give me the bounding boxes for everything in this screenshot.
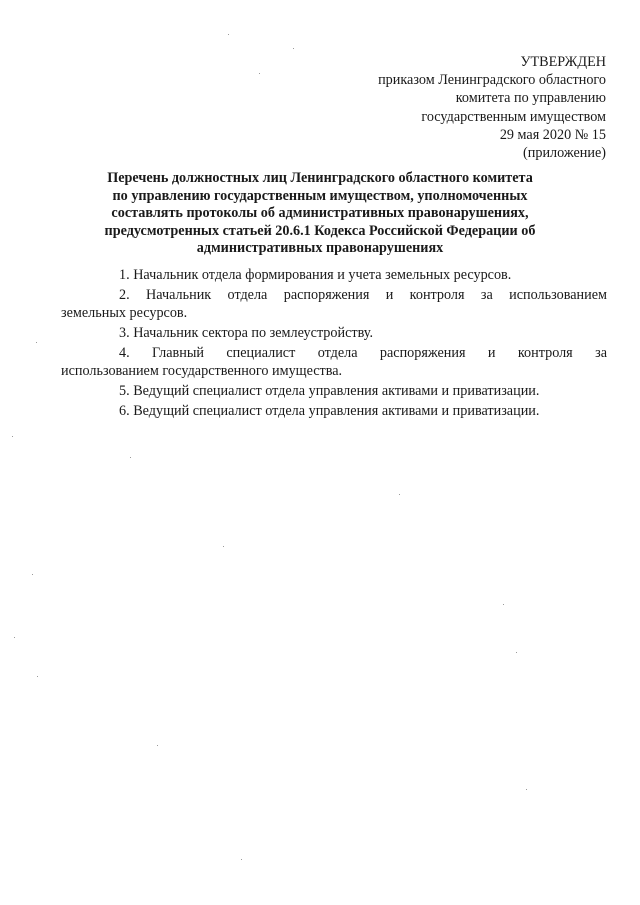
list-item-continuation: использованием государственного имущества. bbox=[61, 363, 343, 380]
scan-speck bbox=[516, 652, 517, 653]
scan-speck bbox=[241, 859, 242, 860]
scan-speck bbox=[293, 48, 294, 49]
list-item-text: 2. Начальник отдела распоряжения и контроля за использованием bbox=[119, 287, 607, 303]
scan-speck bbox=[526, 789, 527, 790]
list-item bbox=[61, 402, 607, 420]
title-line: административных правонарушениях bbox=[196, 240, 444, 257]
approval-appendix-note: (приложение) bbox=[523, 145, 606, 162]
scan-speck bbox=[157, 745, 158, 746]
list-item-text: 4. Главный специалист отдела распоряжения и контроля за bbox=[119, 345, 607, 362]
approval-order-line: приказом Ленинградского областного bbox=[378, 72, 606, 89]
list-item bbox=[61, 382, 607, 400]
document-title bbox=[86, 170, 554, 258]
approval-property-line: государственным имуществом bbox=[421, 108, 606, 125]
title-line: предусмотренных статьей 20.6.1 Кодекса Российской Федерации об bbox=[104, 222, 536, 239]
officials-list bbox=[61, 266, 607, 422]
list-item bbox=[61, 286, 607, 322]
list-item bbox=[61, 324, 607, 342]
title-line: по управлению государственным имуществом, уполномоченных bbox=[112, 187, 528, 204]
approval-committee-line: комитета по управлению bbox=[455, 90, 606, 107]
approval-heading: УТВЕРЖДЕН bbox=[520, 54, 606, 70]
scan-speck bbox=[399, 494, 400, 495]
list-item-continuation: земельных ресурсов. bbox=[61, 305, 188, 322]
list-item bbox=[61, 344, 607, 380]
list-item-text: 3. Начальник сектора по землеустройству. bbox=[119, 325, 374, 342]
scan-speck bbox=[259, 73, 260, 74]
scan-speck bbox=[12, 436, 13, 437]
title-line: Перечень должностных лиц Ленинградского областного комитета bbox=[107, 170, 533, 186]
scan-speck bbox=[14, 637, 15, 638]
scan-speck bbox=[37, 676, 38, 677]
approval-date-number: 29 мая 2020 № 15 bbox=[499, 126, 606, 143]
scan-speck bbox=[503, 604, 504, 605]
scan-speck bbox=[228, 34, 229, 35]
scan-speck bbox=[223, 546, 224, 547]
list-item-text: 5. Ведущий специалист отдела управления активами и приватизации. bbox=[119, 383, 540, 400]
title-line: составлять протоколы об административных правонарушениях, bbox=[111, 205, 529, 222]
approval-stamp bbox=[378, 53, 606, 162]
scan-speck bbox=[130, 457, 131, 458]
list-item bbox=[61, 266, 607, 284]
list-item-text: 1. Начальник отдела формирования и учета земельных ресурсов. bbox=[119, 267, 512, 283]
scan-speck bbox=[36, 342, 37, 343]
list-item-text: 6. Ведущий специалист отдела управления активами и приватизации. bbox=[119, 403, 540, 420]
scan-speck bbox=[32, 574, 33, 575]
